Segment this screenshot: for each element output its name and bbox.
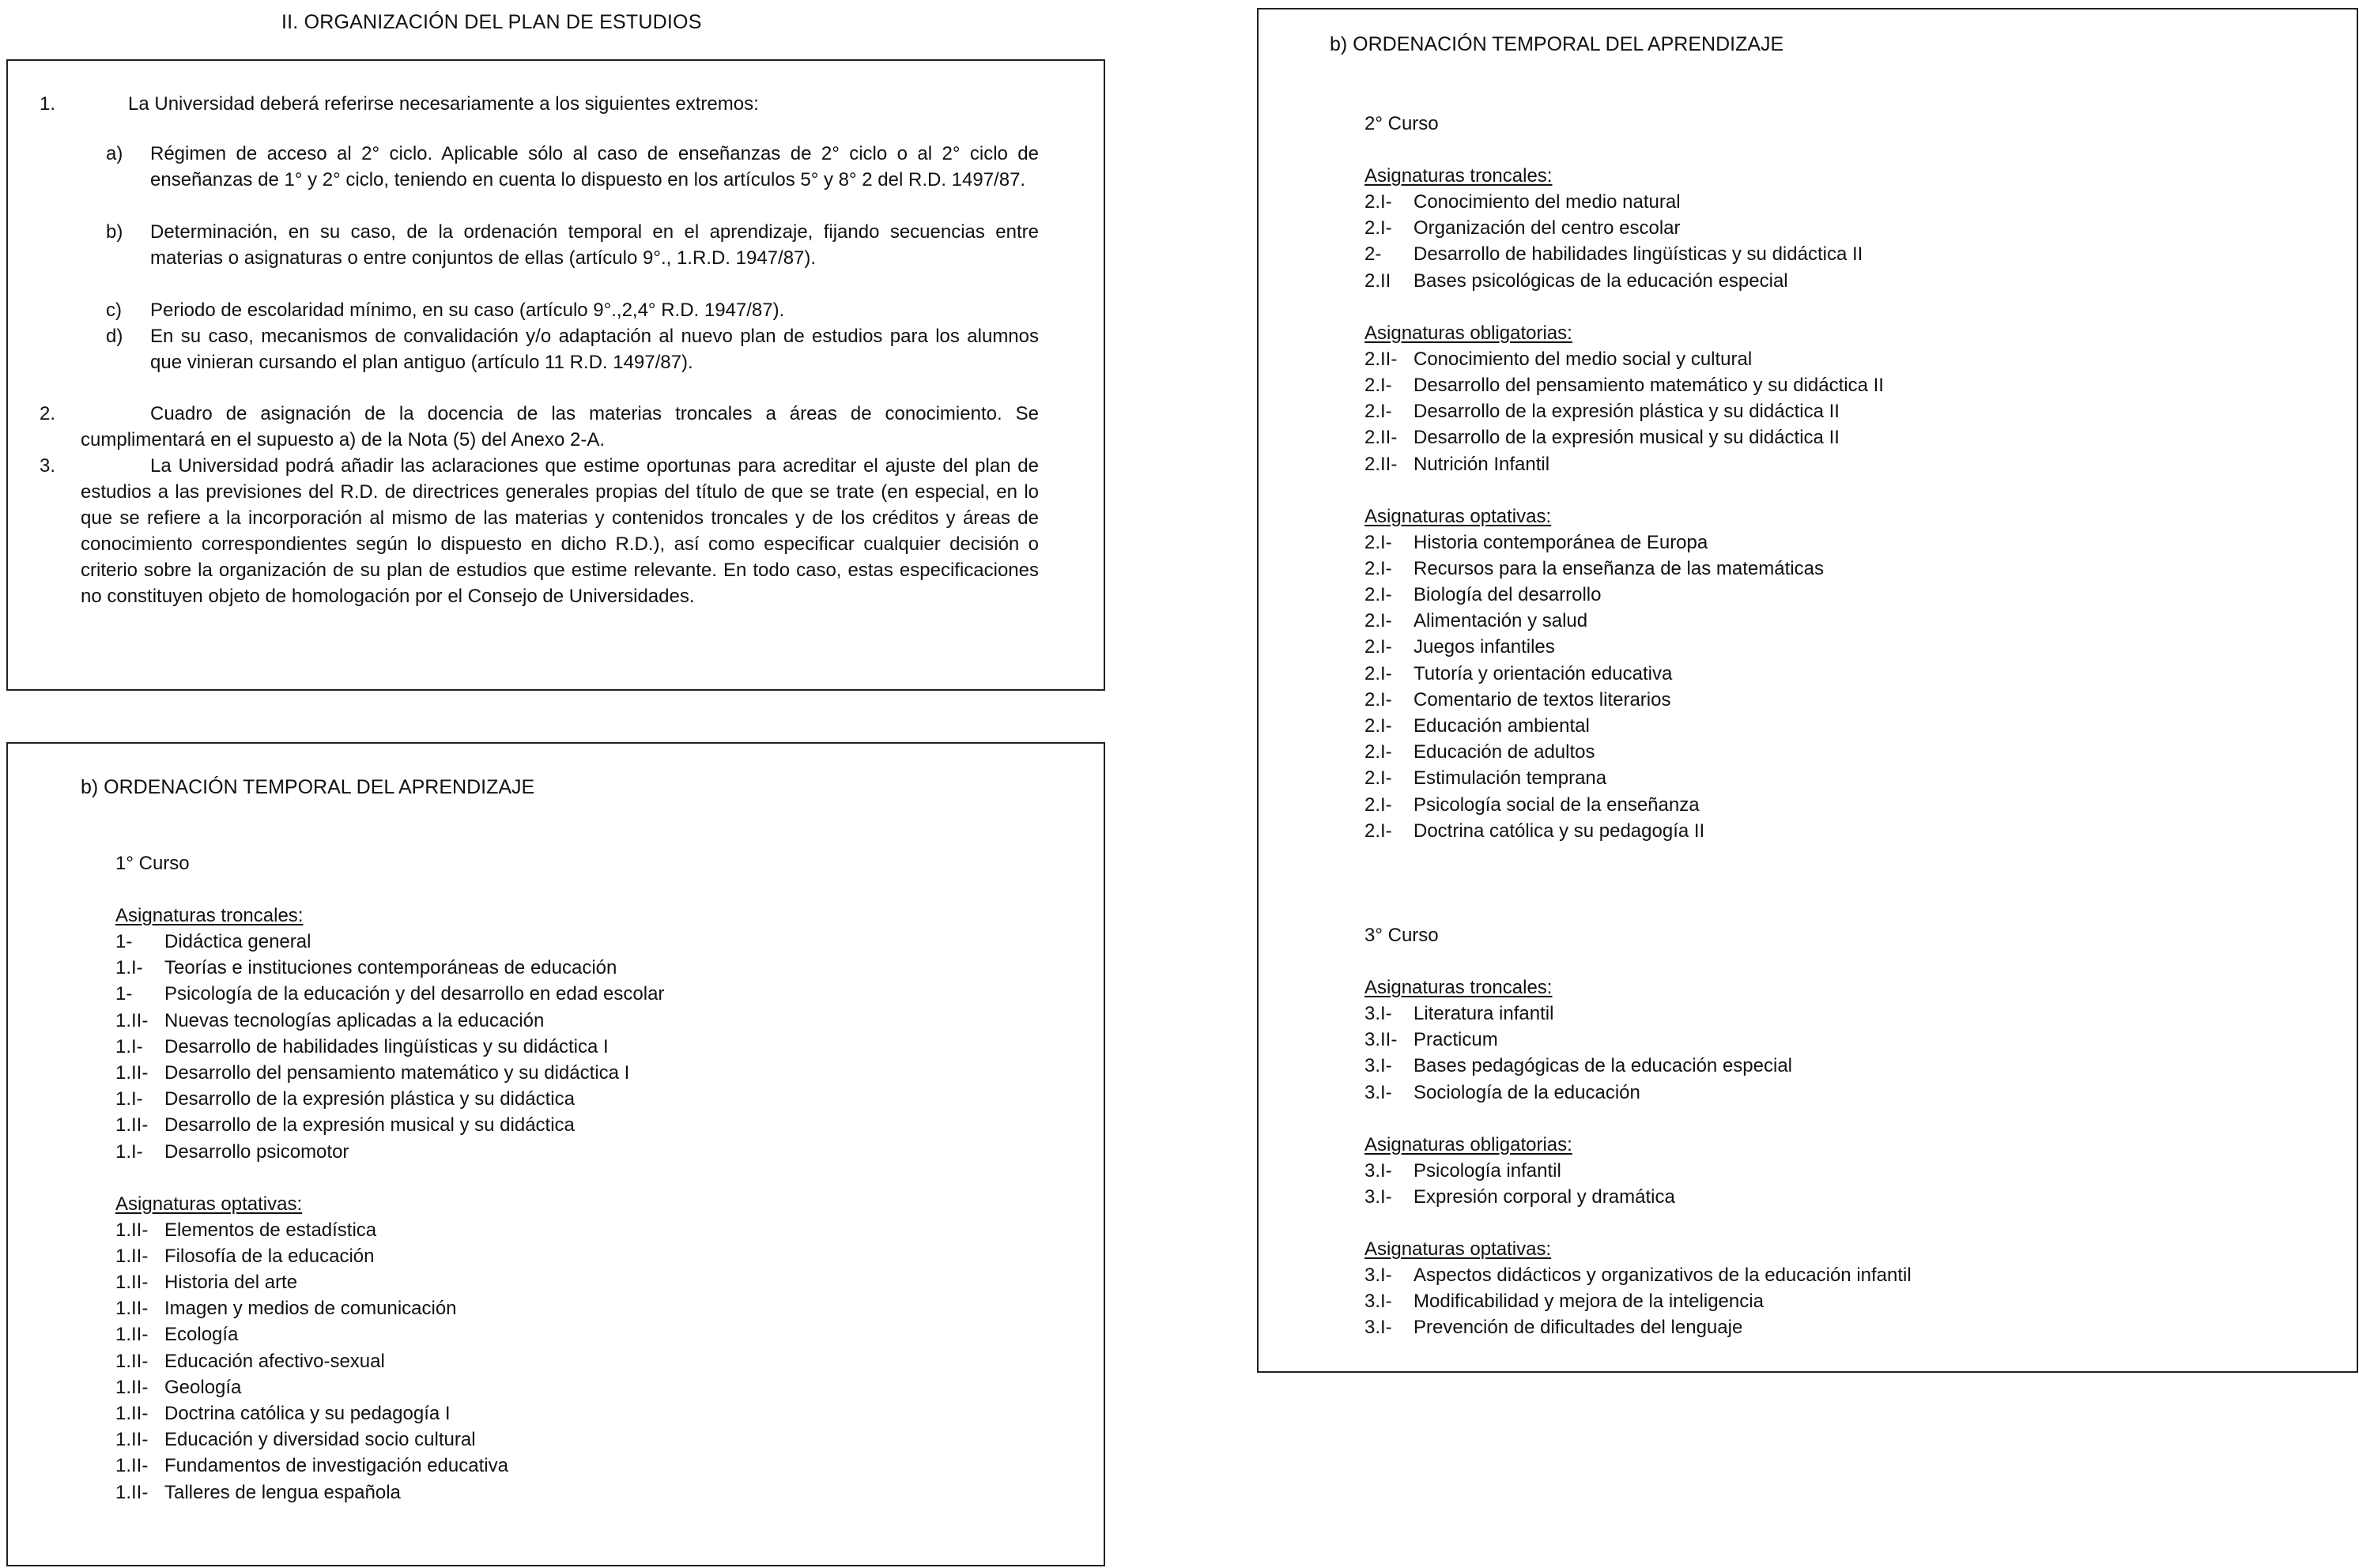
- point-number: 3.: [40, 455, 56, 477]
- subject-name: Desarrollo de habilidades lingüísticas y su didáctica II: [1414, 243, 1863, 266]
- subject-code: 2.I-: [1364, 557, 1392, 579]
- course-subject-item: [1364, 739, 1912, 765]
- subitem-text: Régimen de acceso al 2° ciclo. Aplicable sólo al caso de enseñanzas de 2° ciclo o al 2° ciclo de enseñanzas de 1° y 2° ciclo, teniendo en cuenta lo dispuesto en los artículos 5° y 8° 2 del R.D. 1497/87.: [150, 143, 1039, 190]
- subject-code: 3.I-: [1364, 1055, 1392, 1077]
- course-subject-item: [115, 1479, 664, 1506]
- course-subject-item: [115, 1295, 664, 1321]
- subject-code: 1.II-: [115, 1298, 149, 1320]
- subject-name: Desarrollo psicomotor: [164, 1140, 349, 1163]
- subject-name: Desarrollo de la expresión plástica y su didáctica: [164, 1088, 575, 1110]
- course-subject-item: [115, 1269, 664, 1295]
- course-subject-item: [1364, 713, 1912, 739]
- subject-code: 1.II-: [115, 1272, 149, 1294]
- subject-code: 2.I-: [1364, 610, 1392, 632]
- course-subject-item: [115, 1034, 664, 1060]
- subject-name: Historia contemporánea de Europa: [1414, 531, 1708, 553]
- subitem-text: En su caso, mecanismos de convalidación y/o adaptación al nuevo plan de estudios para los alumnos que vinieran cursando el plan antiguo (artículo 11 R.D. 1497/87).: [150, 326, 1039, 373]
- course-subject-item: [115, 1374, 664, 1400]
- point-number: 2.: [40, 403, 56, 424]
- course-subject-item: [1364, 661, 1912, 687]
- subject-code: 2.II: [1364, 270, 1391, 292]
- subject-name: Educación de adultos: [1414, 741, 1595, 763]
- subject-name: Doctrina católica y su pedagogía II: [1414, 820, 1705, 842]
- subitem-letter: c): [106, 300, 122, 321]
- subject-name: Nutrición Infantil: [1414, 453, 1550, 475]
- subitem-letter: d): [106, 326, 123, 347]
- subject-name: Desarrollo del pensamiento matemático y su didáctica II: [1414, 374, 1884, 396]
- subject-code: 3.I-: [1364, 1317, 1392, 1339]
- course-subject-item: [1364, 268, 1912, 294]
- subject-code: 2.I-: [1364, 636, 1392, 658]
- course-subject-item: [1364, 398, 1912, 424]
- subject-name: Filosofía de la educación: [164, 1245, 375, 1267]
- subject-name: Educación afectivo-sexual: [164, 1350, 385, 1372]
- course-subject-item: [115, 1427, 664, 1453]
- course-subject-item: [1364, 215, 1912, 241]
- subject-code: 2.I-: [1364, 191, 1392, 213]
- course-subject-item: [1364, 1184, 1912, 1210]
- subject-name: Imagen y medios de comunicación: [164, 1298, 457, 1320]
- subject-code: 2.I-: [1364, 217, 1392, 239]
- subitem-text: Determinación, en su caso, de la ordenación temporal en el aprendizaje, fijando secuencias entre materias o asignaturas o entre conjuntos de ellas (artículo 9°., 1.R.D. 1947/87).: [150, 221, 1039, 269]
- subject-code: 2.I-: [1364, 820, 1392, 842]
- course-title: 3° Curso: [1364, 924, 1439, 946]
- subject-code: 2.II-: [1364, 453, 1398, 475]
- course-title: 1° Curso: [115, 853, 190, 874]
- course-subject-item: [1364, 582, 1912, 608]
- course-subject-item: [1364, 687, 1912, 713]
- subject-code: 1.II-: [115, 1009, 149, 1031]
- subject-name: Organización del centro escolar: [1414, 217, 1681, 239]
- course-subject-item: [1364, 189, 1912, 215]
- course-subject-item: [1364, 792, 1912, 818]
- subject-name: Comentario de textos literarios: [1414, 688, 1671, 710]
- optativas-label: Asignaturas optativas:: [1364, 1238, 1552, 1261]
- subject-name: Desarrollo de la expresión plástica y su didáctica II: [1414, 401, 1840, 423]
- subject-code: 3.I-: [1364, 1291, 1392, 1313]
- course-subject-item: [1364, 634, 1912, 660]
- subject-code: 2.II-: [1364, 427, 1398, 449]
- subject-name: Conocimiento del medio social y cultural: [1414, 348, 1753, 370]
- obligatorias-label: Asignaturas obligatorias:: [1364, 1133, 1572, 1155]
- subject-code: 2.I-: [1364, 374, 1392, 396]
- page-title: II. ORGANIZACIÓN DEL PLAN DE ESTUDIOS: [281, 11, 702, 33]
- subject-code: 1.II-: [115, 1403, 149, 1424]
- subject-name: Sociología de la educación: [1414, 1081, 1640, 1103]
- subject-name: Prevención de dificultades del lenguaje: [1414, 1317, 1743, 1339]
- subitem-letter: b): [106, 221, 123, 243]
- subject-code: 1.II-: [115, 1481, 149, 1503]
- troncales-label: Asignaturas troncales:: [1364, 976, 1553, 998]
- subject-code: 1.II-: [115, 1324, 149, 1346]
- subject-code: 1.II-: [115, 1061, 149, 1084]
- subject-name: Historia del arte: [164, 1272, 298, 1294]
- subject-code: 1.II-: [115, 1376, 149, 1398]
- subject-code: 2.I-: [1364, 531, 1392, 553]
- subject-name: Desarrollo de la expresión musical y su didáctica: [164, 1114, 575, 1136]
- course-subject-item: [1364, 1080, 1912, 1106]
- subject-name: Talleres de lengua española: [164, 1481, 401, 1503]
- subject-name: Recursos para la enseñanza de las matemáticas: [1414, 557, 1824, 579]
- subject-code: 3.I-: [1364, 1265, 1392, 1287]
- subject-code: 2.I-: [1364, 584, 1392, 606]
- subject-code: 1.I-: [115, 1140, 143, 1163]
- subject-code: 1.II-: [115, 1429, 149, 1451]
- course-subject-item: [115, 1112, 664, 1138]
- point-text: La Universidad podrá añadir las aclaraciones que estime oportunas para acreditar el ajuste del plan de estudios a las previsiones del R.D. de directrices generales propias del título de que se trate (en especial, en lo que se refiere a la incorporación al mismo de las materias y contenidos troncales y de los créditos y áreas de conocimiento correspondientes según lo dispuesto en dicho R.D.), así como especificar cualquier decisión o criterio sobre la organización de su plan de estudios que estime relevante. En todo caso, estas especificaciones no constituyen objeto de homologación por el Consejo de Universidades.: [81, 455, 1039, 607]
- course-subject-item: [115, 1008, 664, 1034]
- course-subject-item: [115, 1217, 664, 1243]
- course-subject-item: [1364, 1288, 1912, 1314]
- subitem-letter: a): [106, 143, 123, 164]
- subject-name: Tutoría y orientación educativa: [1414, 662, 1673, 684]
- course-subject-item: [1364, 1262, 1912, 1288]
- subject-name: Literatura infantil: [1414, 1002, 1554, 1024]
- subject-name: Practicum: [1414, 1029, 1498, 1051]
- subject-code: 2.I-: [1364, 715, 1392, 737]
- troncales-label: Asignaturas troncales:: [1364, 165, 1553, 187]
- subject-code: 3.I-: [1364, 1159, 1392, 1182]
- course-subject-item: [1364, 608, 1912, 634]
- course-subject-item: [115, 1139, 664, 1165]
- course-subject-item: [1364, 372, 1912, 398]
- subject-name: Educación y diversidad socio cultural: [164, 1429, 476, 1451]
- course-subject-item: [115, 1243, 664, 1269]
- subject-code: 3.II-: [1364, 1029, 1398, 1051]
- subject-name: Didáctica general: [164, 931, 311, 952]
- subject-name: Bases pedagógicas de la educación especial: [1414, 1055, 1793, 1077]
- course-subject-item: [1364, 424, 1912, 450]
- section-heading: b) ORDENACIÓN TEMPORAL DEL APRENDIZAJE: [1330, 33, 1784, 55]
- course-subject-item: [115, 1400, 664, 1427]
- subject-name: Estimulación temprana: [1414, 767, 1607, 790]
- subject-name: Aspectos didácticos y organizativos de la educación infantil: [1414, 1265, 1912, 1287]
- subject-code: 1.II-: [115, 1114, 149, 1136]
- organizacion-box: [6, 59, 1105, 691]
- subject-code: 1.II-: [115, 1219, 149, 1241]
- course-subject-item: [115, 981, 664, 1007]
- course-subject-item: [115, 1348, 664, 1374]
- course-subject-item: [115, 1060, 664, 1086]
- subject-name: Ecología: [164, 1324, 239, 1346]
- subject-name: Doctrina católica y su pedagogía I: [164, 1403, 451, 1424]
- subject-code: 1.I-: [115, 1035, 143, 1057]
- course-subject-item: [1364, 451, 1912, 477]
- course-title: 2° Curso: [1364, 113, 1439, 134]
- subject-name: Teorías e instituciones contemporáneas de educación: [164, 957, 617, 979]
- section-heading: b) ORDENACIÓN TEMPORAL DEL APRENDIZAJE: [81, 776, 535, 798]
- point-text: La Universidad deberá referirse necesariamente a los siguientes extremos:: [128, 93, 759, 115]
- subject-code: 3.I-: [1364, 1002, 1392, 1024]
- subject-code: 2.I-: [1364, 662, 1392, 684]
- subject-code: 1.I-: [115, 957, 143, 979]
- course-subject-item: [115, 1453, 664, 1479]
- course-subject-item: [1364, 346, 1912, 372]
- course-subject-item: [1364, 241, 1912, 267]
- course-subject-item: [115, 1321, 664, 1348]
- subject-name: Bases psicológicas de la educación especial: [1414, 270, 1788, 292]
- subject-code: 3.I-: [1364, 1081, 1392, 1103]
- subject-name: Fundamentos de investigación educativa: [164, 1455, 508, 1477]
- subject-code: 1.II-: [115, 1245, 149, 1267]
- subject-code: 1.II-: [115, 1455, 149, 1477]
- course-subject-item: [1364, 765, 1912, 791]
- troncales-label: Asignaturas troncales:: [115, 905, 304, 926]
- optativas-label: Asignaturas optativas:: [1364, 505, 1552, 527]
- subject-name: Desarrollo del pensamiento matemático y su didáctica I: [164, 1061, 630, 1084]
- point-number: 1.: [40, 93, 56, 115]
- subject-name: Psicología social de la enseñanza: [1414, 793, 1700, 816]
- course-subject-item: [1364, 1053, 1912, 1079]
- subject-name: Desarrollo de la expresión musical y su didáctica II: [1414, 427, 1840, 449]
- subject-code: 2.I-: [1364, 401, 1392, 423]
- subject-name: Juegos infantiles: [1414, 636, 1555, 658]
- subject-name: Alimentación y salud: [1414, 610, 1588, 632]
- subject-code: 2.I-: [1364, 688, 1392, 710]
- subject-code: 2.II-: [1364, 348, 1398, 370]
- subject-code: 2.I-: [1364, 793, 1392, 816]
- ordenacion-curso23-box: [1257, 8, 2358, 1373]
- subject-code: 1-: [115, 931, 133, 952]
- course-subject-item: [1364, 818, 1912, 844]
- subject-name: Expresión corporal y dramática: [1414, 1185, 1675, 1208]
- course-subject-item: [1364, 1027, 1912, 1053]
- subject-code: 2.I-: [1364, 741, 1392, 763]
- course-subject-item: [1364, 1001, 1912, 1027]
- ordenacion-curso1-box: [6, 742, 1105, 1566]
- subject-name: Nuevas tecnologías aplicadas a la educación: [164, 1009, 545, 1031]
- course-subject-item: [1364, 1314, 1912, 1340]
- subject-name: Educación ambiental: [1414, 715, 1590, 737]
- subject-code: 1-: [115, 983, 133, 1005]
- subject-code: 3.I-: [1364, 1185, 1392, 1208]
- course-subject-item: [1364, 1158, 1912, 1184]
- subject-name: Biología del desarrollo: [1414, 584, 1602, 606]
- subitem-text: Periodo de escolaridad mínimo, en su caso (artículo 9°.,2,4° R.D. 1947/87).: [150, 300, 785, 321]
- subject-name: Desarrollo de habilidades lingüísticas y su didáctica I: [164, 1035, 609, 1057]
- subject-code: 1.I-: [115, 1088, 143, 1110]
- course-subject-item: [115, 1086, 664, 1112]
- point-text: Cuadro de asignación de la docencia de las materias troncales a áreas de conocimiento. Se cumplimentará en el supuesto a) de la Nota (5) del Anexo 2-A.: [81, 403, 1039, 450]
- course-subject-item: [1364, 556, 1912, 582]
- course-subject-item: [115, 929, 664, 955]
- subject-code: 2.I-: [1364, 767, 1392, 790]
- subject-name: Geología: [164, 1376, 242, 1398]
- subject-name: Psicología infantil: [1414, 1159, 1561, 1182]
- subject-code: 2-: [1364, 243, 1382, 266]
- obligatorias-label: Asignaturas obligatorias:: [1364, 322, 1572, 344]
- course-subject-item: [115, 955, 664, 981]
- course-subject-item: [1364, 530, 1912, 556]
- subject-name: Conocimiento del medio natural: [1414, 191, 1681, 213]
- subject-code: 1.II-: [115, 1350, 149, 1372]
- optativas-label: Asignaturas optativas:: [115, 1193, 303, 1215]
- subject-name: Modificabilidad y mejora de la inteligencia: [1414, 1291, 1764, 1313]
- subject-name: Psicología de la educación y del desarrollo en edad escolar: [164, 983, 665, 1005]
- subject-name: Elementos de estadística: [164, 1219, 377, 1241]
